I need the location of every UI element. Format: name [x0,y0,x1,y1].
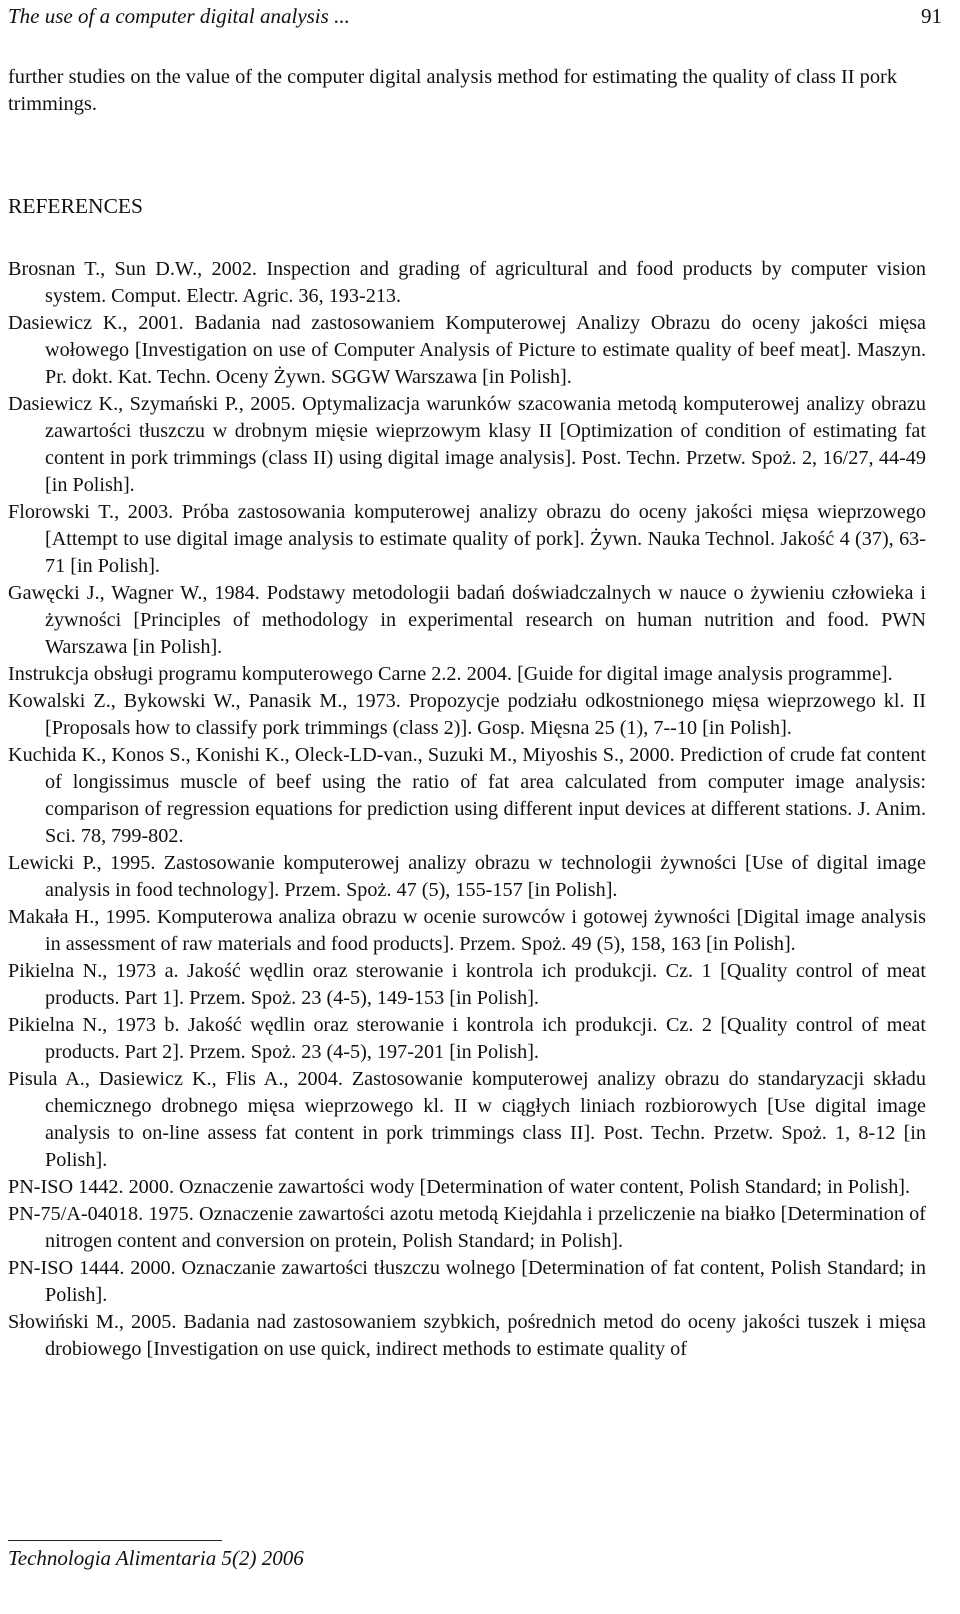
references-list [8,256,926,1363]
reference-item: Pisula A., Dasiewicz K., Flis A., 2004. Zastosowanie komputerowej analizy obrazu do standaryzacji składu chemicznego drobnego mięsa wieprzowego kl. II w ciągłych liniach rozbiorowych [Use digital image analysis to on-line assess fat content in pork trimmings class II]. Post. Techn. Przetw. Spoż. 1, 8-12 [in Polish]. [8,1068,926,1171]
reference-item: Brosnan T., Sun D.W., 2002. Inspection and grading of agricultural and food products by computer vision system. Comput. Electr. Agric. 36, 193-213. [8,258,926,307]
running-title: The use of a computer digital analysis ... [8,4,350,28]
reference-item: Dasiewicz K., 2001. Badania nad zastosowaniem Komputerowej Analizy Obrazu do oceny jakości mięsa wołowego [Investigation on use of Computer Analysis of Picture to estimate quality of beef meat]. Maszyn. Pr. dokt. Kat. Techn. Oceny Żywn. SGGW Warszawa [in Polish]. [8,312,926,388]
reference-item: PN-ISO 1442. 2000. Oznaczenie zawartości wody [Determination of water content, Polish Standard; in Polish]. [8,1176,911,1198]
reference-item: Słowiński M., 2005. Badania nad zastosowaniem szybkich, pośrednich metod do oceny jakości tuszek i mięsa drobiowego [Investigation on use quick, indirect methods to estimate quality of [8,1311,926,1360]
reference-item: Pikielna N., 1973 a. Jakość wędlin oraz sterowanie i kontrola ich produkcji. Cz. 1 [Quality control of meat products. Part 1]. Przem. Spoż. 23 (4-5), 149-153 [in Polish]. [8,960,926,1009]
reference-item: Instrukcja obsługi programu komputerowego Carne 2.2. 2004. [Guide for digital image analysis programme]. [8,663,893,685]
reference-item: PN-ISO 1444. 2000. Oznaczanie zawartości tłuszczu wolnego [Determination of fat content, Polish Standard; in Polish]. [8,1257,926,1306]
footer-divider [8,1540,222,1541]
page-number: 91 [921,4,942,28]
reference-item: Florowski T., 2003. Próba zastosowania komputerowej analizy obrazu do oceny jakości mięsa wieprzowego [Attempt to use digital image analysis to estimate quality of pork]. Żywn. Nauka Technol. Jakość 4 (37), 63-71 [in Polish]. [8,501,926,577]
reference-item: Gawęcki J., Wagner W., 1984. Podstawy metodologii badań doświadczalnych w nauce o żywieniu człowieka i żywności [Principles of methodology in experimental research on human nutrition and food. PWN Warszawa [in Polish]. [8,582,926,658]
intro-paragraph: further studies on the value of the computer digital analysis method for estimating the quality of class II pork trimmings. [8,66,898,116]
reference-item: Lewicki P., 1995. Zastosowanie komputerowej analizy obrazu w technologii żywności [Use of digital image analysis in food technology]. Przem. Spoż. 47 (5), 155-157 [in Polish]. [8,852,926,901]
reference-item: Makała H., 1995. Komputerowa analiza obrazu w ocenie surowców i gotowej żywności [Digital image analysis in assessment of raw materials and food products]. Przem. Spoż. 49 (5), 158, 163 [in Polish]. [8,906,926,955]
reference-item: Pikielna N., 1973 b. Jakość wędlin oraz sterowanie i kontrola ich produkcji. Cz. 2 [Quality control of meat products. Part 2]. Przem. Spoż. 23 (4-5), 197-201 [in Polish]. [8,1014,926,1063]
running-header [8,2,942,30]
reference-item: Dasiewicz K., Szymański P., 2005. Optymalizacja warunków szacowania metodą komputerowej analizy obrazu zawartości tłuszczu w drobnym mięsie wieprzowym klasy II [Optimization of condition of estimating fat content in pork trimmings (class II) using digital image analysis]. Post. Techn. Przetw. Spoż. 2, 16/27, 44-49 [in Polish]. [8,393,926,496]
references-heading: REFERENCES [8,194,143,218]
journal-footer: Technologia Alimentaria 5(2) 2006 [8,1546,304,1570]
reference-item: Kowalski Z., Bykowski W., Panasik M., 1973. Propozycje podziału odkostnionego mięsa wieprzowego kl. II [Proposals how to classify pork trimmings (class 2)]. Gosp. Mięsna 25 (1), 7--10 [in Polish]. [8,690,926,739]
reference-item: Kuchida K., Konos S., Konishi K., Oleck-LD-van., Suzuki M., Miyoshis S., 2000. Prediction of crude fat content of longissimus muscle of beef using the ratio of fat area calculated from computer image analysis: comparison of regression equations for prediction using different input devices at different stations. J. Anim. Sci. 78, 799-802. [8,744,926,847]
reference-item: PN-75/A-04018. 1975. Oznaczenie zawartości azotu metodą Kiejdahla i przeliczenie na białko [Determination of nitrogen content and conversion on protein, Polish Standard; in Polish]. [8,1203,926,1252]
